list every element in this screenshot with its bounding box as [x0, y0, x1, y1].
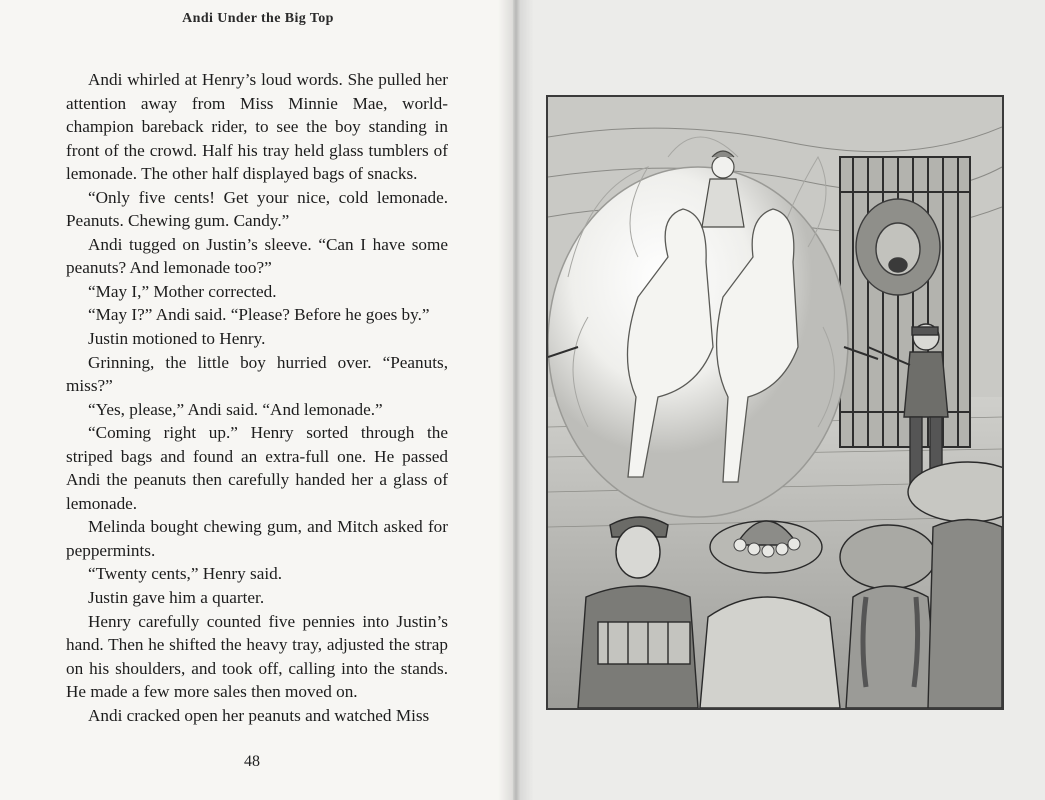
body-text [66, 68, 448, 727]
paragraph: “May I,” Mother corrected. [88, 281, 277, 301]
paragraph: Andi tugged on Justin’s sleeve. “Can I have some peanuts? And lemonade too?” [66, 234, 448, 278]
audience-girl-with-braids [840, 525, 938, 708]
paragraph: Grinning, the little boy hurried over. “Peanuts, miss?” [66, 352, 448, 396]
paragraph: Melinda bought chewing gum, and Mitch asked for peppermints. [66, 517, 448, 560]
circus-illustration [546, 95, 1004, 710]
running-head: Andi Under the Big Top [182, 11, 334, 26]
audience-girl-flowered-hat [700, 521, 840, 708]
paragraph: Henry carefully counted five pennies into Justin’s hand. Then he shifted the heavy tray, adjusted the strap on his shoulders, and took off, calling into the stands. He made a few more sales then moved on. [66, 611, 448, 702]
left-page [0, 0, 513, 800]
paragraph: “Twenty cents,” Henry said. [88, 564, 282, 584]
paragraph: “Coming right up.” Henry sorted through the striped bags and found an extra-full one. He passed Andi the peanuts then carefully handed her a glass of lemonade. [66, 423, 448, 513]
paragraph: Andi whirled at Henry’s loud words. She pulled her attention away from Miss Minnie Mae, world-champion bareback rider, to see the boy standing in front of the crowd. Half his tray held glass tumblers of lemonade. The other half displayed bags of snacks. [66, 70, 448, 184]
circus-scene-drawing [548, 97, 1002, 708]
lion [856, 199, 940, 295]
paragraph: “Only five cents! Get your nice, cold lemonade. Peanuts. Chewing gum. Candy.” [66, 187, 448, 231]
paragraph: Justin motioned to Henry. [88, 329, 266, 349]
paragraph: Justin gave him a quarter. [88, 588, 265, 608]
paragraph: “May I?” Andi said. “Please? Before he goes by.” [88, 305, 430, 325]
page-number: 48 [244, 753, 260, 770]
book-gutter [498, 0, 534, 800]
paragraph: “Yes, please,” Andi said. “And lemonade.” [88, 399, 383, 419]
paragraph: Andi cracked open her peanuts and watched Miss [88, 705, 430, 725]
